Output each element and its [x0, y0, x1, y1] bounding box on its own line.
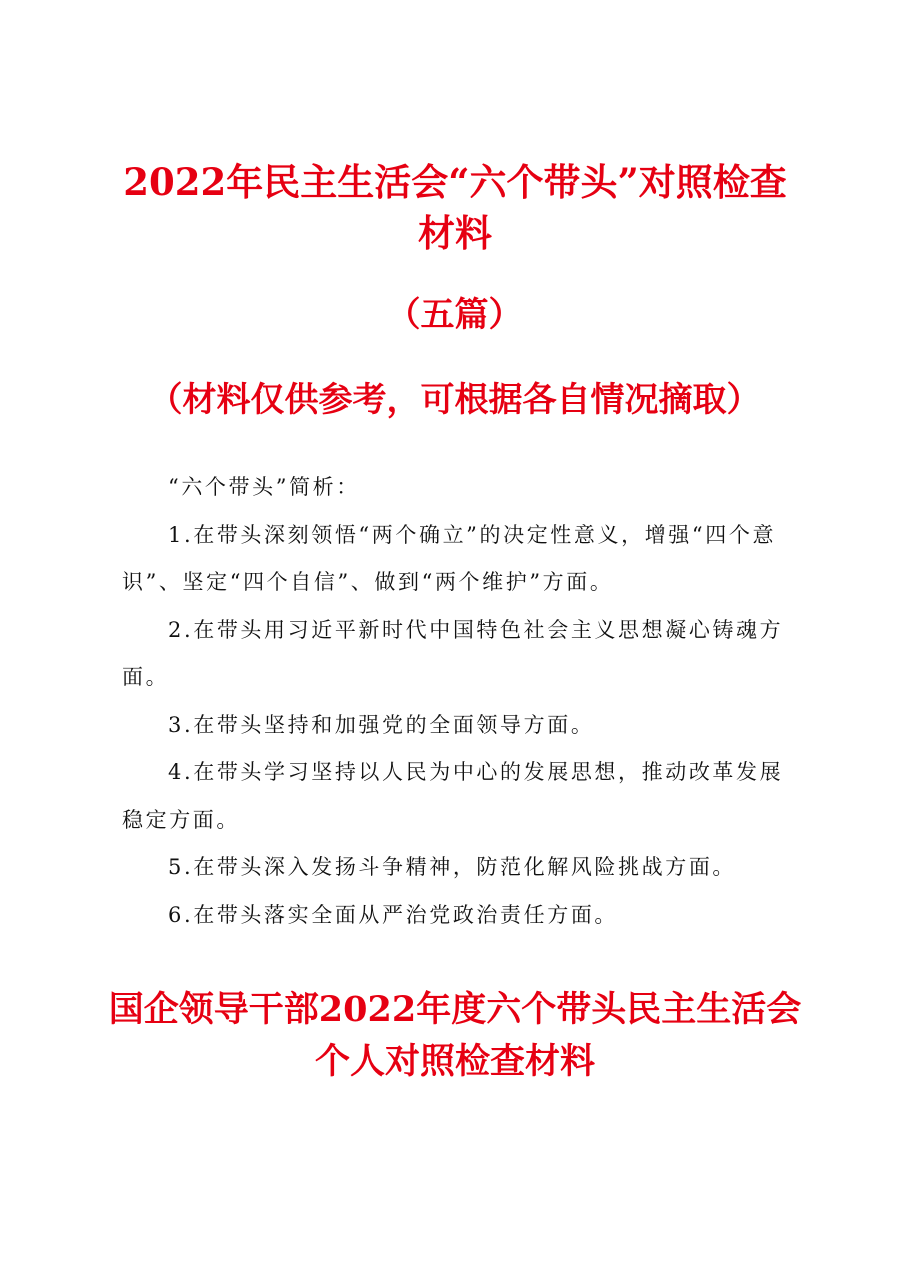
summary-item-4: 4.在带头学习坚持以人民为中心的发展思想，推动改革发展稳定方面。: [122, 760, 784, 832]
summary-item-1: 1.在带头深刻领悟“两个确立”的决定性意义，增强“四个意识”、坚定“四个自信”、做到“两个维护”方面。: [122, 522, 777, 594]
document-count: （五篇）: [386, 295, 523, 335]
summary-item-5: 5.在带头深入发扬斗争精神，防范化解风险挑战方面。: [168, 855, 737, 879]
summary-item-6: 6.在带头落实全面从严治党政治责任方面。: [168, 902, 619, 927]
section-title: 国企领导干部2022年度六个带头民主生活会个人对照检查材料: [108, 989, 802, 1082]
summary-item-2: 2.在带头用习近平新时代中国特色社会主义思想凝心铸魂方面。: [122, 617, 784, 689]
document-note: （材料仅供参考，可根据各自情况摘取）: [148, 380, 761, 420]
summary-item-3: 3.在带头坚持和加强党的全面领导方面。: [168, 712, 595, 737]
document-title: 2022年民主生活会“六个带头”对照检查材料: [123, 160, 787, 255]
summary-heading: “六个带头”简析：: [168, 475, 360, 499]
summary-body: [122, 464, 794, 939]
